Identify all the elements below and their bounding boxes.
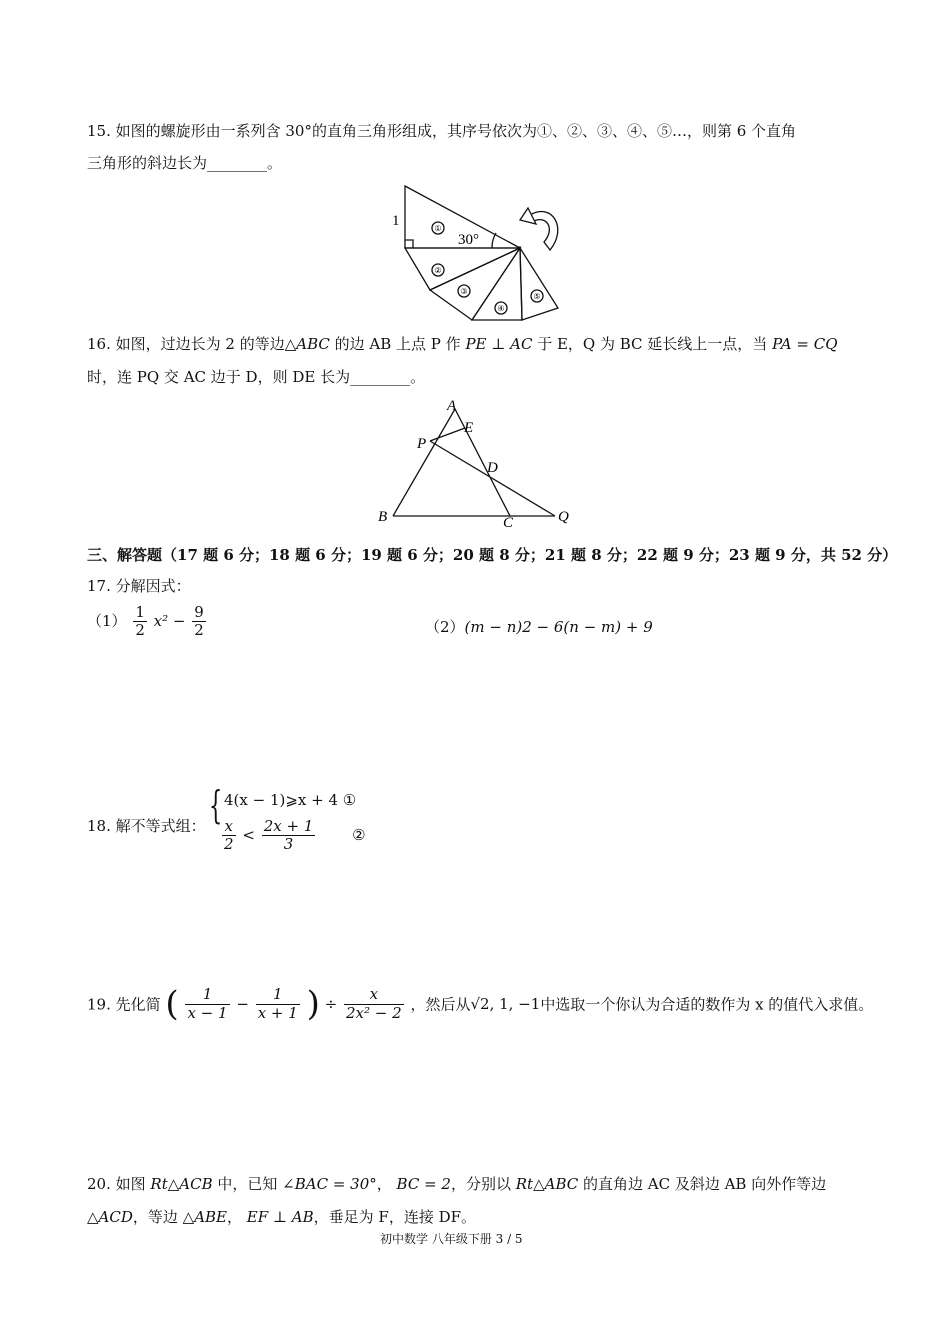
label-d: D (487, 460, 498, 476)
q16-line2: 时，连 PQ 交 AC 边于 D，则 DE 长为________。 (87, 368, 426, 386)
q18-ineq1: 4(x − 1)⩾x + 4 ① (224, 791, 357, 809)
q20-line1: 20. 如图 Rt△ACB 中，已知 ∠BAC = 30°， BC = 2，分别以 Rt△ABC 的直角边 AC 及斜边 AB 向外作等边 (87, 1175, 827, 1193)
page-footer: 初中数学 八年级下册 3 / 5 (380, 1232, 523, 1246)
section3-title: 三、解答题（17 题 6 分；18 题 6 分；19 题 6 分；20 题 8 分；21 题 8 分；22 题 9 分；23 题 9 分，共 52 分） (87, 546, 898, 564)
tri-label-5: ⑤ (533, 292, 541, 301)
label-p: P (417, 436, 427, 452)
line-pe (430, 428, 465, 441)
angle-label: 30° (458, 232, 479, 248)
label-a: A (447, 398, 457, 414)
spiral-triangle-2 (405, 248, 520, 290)
q16-triangle-figure (370, 394, 580, 530)
spiral-triangle-5 (520, 248, 558, 320)
label-b: B (378, 509, 388, 525)
q15-line1: 15. 如图的螺旋形由一系列含 30°的直角三角形组成，其序号依次为①、②、③、④、⑤…，则第 6 个直角 (87, 122, 797, 140)
q18-brace: { (209, 783, 223, 827)
q20-line2: △ACD，等边 △ABE， EF ⊥ AB，垂足为 F，连接 DF。 (87, 1208, 477, 1226)
q19-line: 19. 先化简 ( $\frac{1}{x - 1}$ − $\frac{1}{x + 1}$ ) ÷ $\frac{x}{\text{2x² − 2}}$ ，然后从√2, 1, −1中选取一个你认为合适的数作为 x 的值代入求值。 (87, 984, 874, 1024)
label-c: C (503, 515, 514, 530)
tri-label-2: ② (434, 266, 442, 275)
q18-ineq2: $\frac{x}{2}$ < $\frac{2x + 1}{3}$ ② (224, 817, 366, 854)
q17-part1: （1） $\frac{1}{2}$ x² − $\frac{9}{2}$ (87, 603, 204, 640)
label-e: E (464, 420, 474, 436)
side-label: 1 (392, 213, 400, 229)
q15-line2: 三角形的斜边长为________。 (87, 154, 283, 172)
q16-line1: 16. 如图，过边长为 2 的等边△ABC 的边 AB 上点 P 作 PE ⊥ AC 于 E，Q 为 BC 延长线上一点，当 PA = CQ (87, 335, 838, 353)
q18-title: 18. 解不等式组： (87, 817, 206, 835)
q17-title: 17. 分解因式： (87, 577, 191, 595)
q15-spiral-figure (380, 180, 580, 325)
line-pq (430, 441, 555, 516)
q17-part2: （2）(m − n)2 − 6(n − m) + 9 (425, 618, 653, 636)
tri-label-3: ③ (460, 287, 468, 296)
label-q: Q (558, 509, 569, 525)
tri-label-4: ④ (497, 304, 505, 313)
tri-label-1: ① (434, 224, 442, 233)
